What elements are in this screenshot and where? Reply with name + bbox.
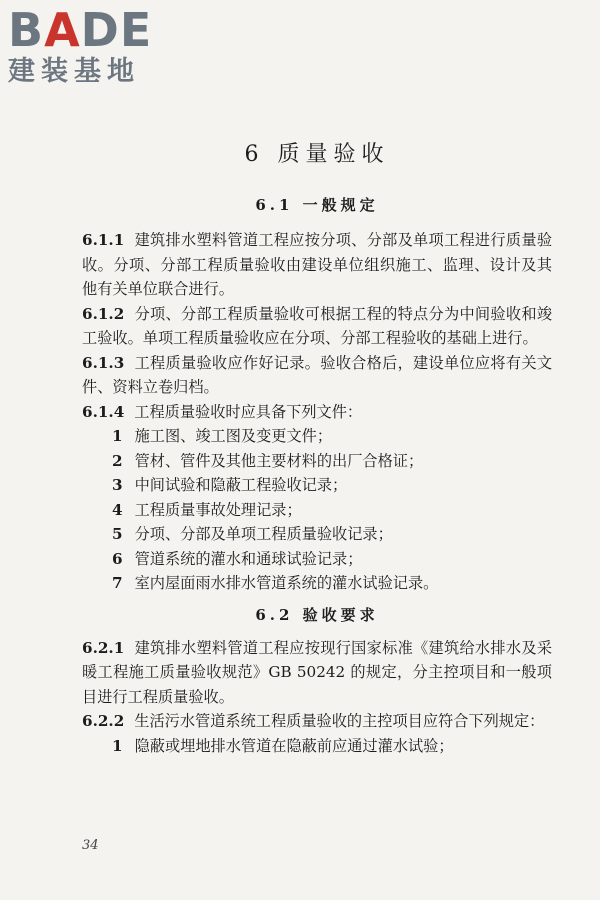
document-body [82, 138, 552, 758]
chapter-title: 6 质量验收 [244, 142, 390, 167]
section-6-2-body [82, 636, 552, 759]
logo-wordmark: BADE [8, 3, 153, 57]
list-item: 5 分项、分部及单项工程质量验收记录； [112, 525, 393, 543]
list-item: 3 中间试验和隐蔽工程验收记录； [112, 476, 348, 494]
section-title-6-2: 6.2 验收要求 [255, 605, 379, 624]
bade-logo [8, 3, 178, 88]
section-title-6-1: 6.1 一般规定 [255, 196, 379, 214]
list-item: 4 工程质量事故处理记录； [112, 500, 302, 519]
clause-6-1-2: 6.1.2 分项、分部工程质量验收可根据工程的特点分为中间验收和竣工验收。单项工程质量验收应在分项、分部工程验收的基础上进行。 [82, 304, 552, 347]
clause-6-1-4: 6.1.4 工程质量验收时应具备下列文件： [82, 402, 363, 421]
clause-6-1-3: 6.1.3 工程质量验收应作好记录。验收合格后，建设单位应将有关文件、资料立卷归档。 [82, 353, 552, 396]
clause-6-2-2: 6.2.2 生活污水管道系统工程质量验收的主控项目应符合下列规定： [82, 712, 545, 730]
logo-chinese: 建装基地 [8, 56, 140, 87]
list-item: 1 隐蔽或埋地排水管道在隐蔽前应通过灌水试验； [112, 736, 454, 755]
list-item: 6 管道系统的灌水和通球试验记录； [112, 549, 363, 568]
section-6-1-body [82, 228, 552, 596]
list-item: 2 管材、管件及其他主要材料的出厂合格证； [112, 451, 424, 470]
clause-6-2-1: 6.2.1 建筑排水塑料管道工程应按现行国家标准《建筑给水排水及采暖工程施工质量验收规范》GB 50242 的规定，分主控项目和一般项目进行工程质量验收。 [82, 638, 552, 706]
page-number: 34 [82, 838, 99, 853]
list-item: 7 室内屋面雨水排水管道系统的灌水试验记录。 [112, 574, 439, 592]
list-item: 1 施工图、竣工图及变更文件； [112, 427, 333, 445]
clause-6-1-1: 6.1.1 建筑排水塑料管道工程应按分项、分部及单项工程进行质量验收。分项、分部工程质量验收由建设单位组织施工、监理、设计及其他有关单位联合进行。 [82, 231, 552, 298]
